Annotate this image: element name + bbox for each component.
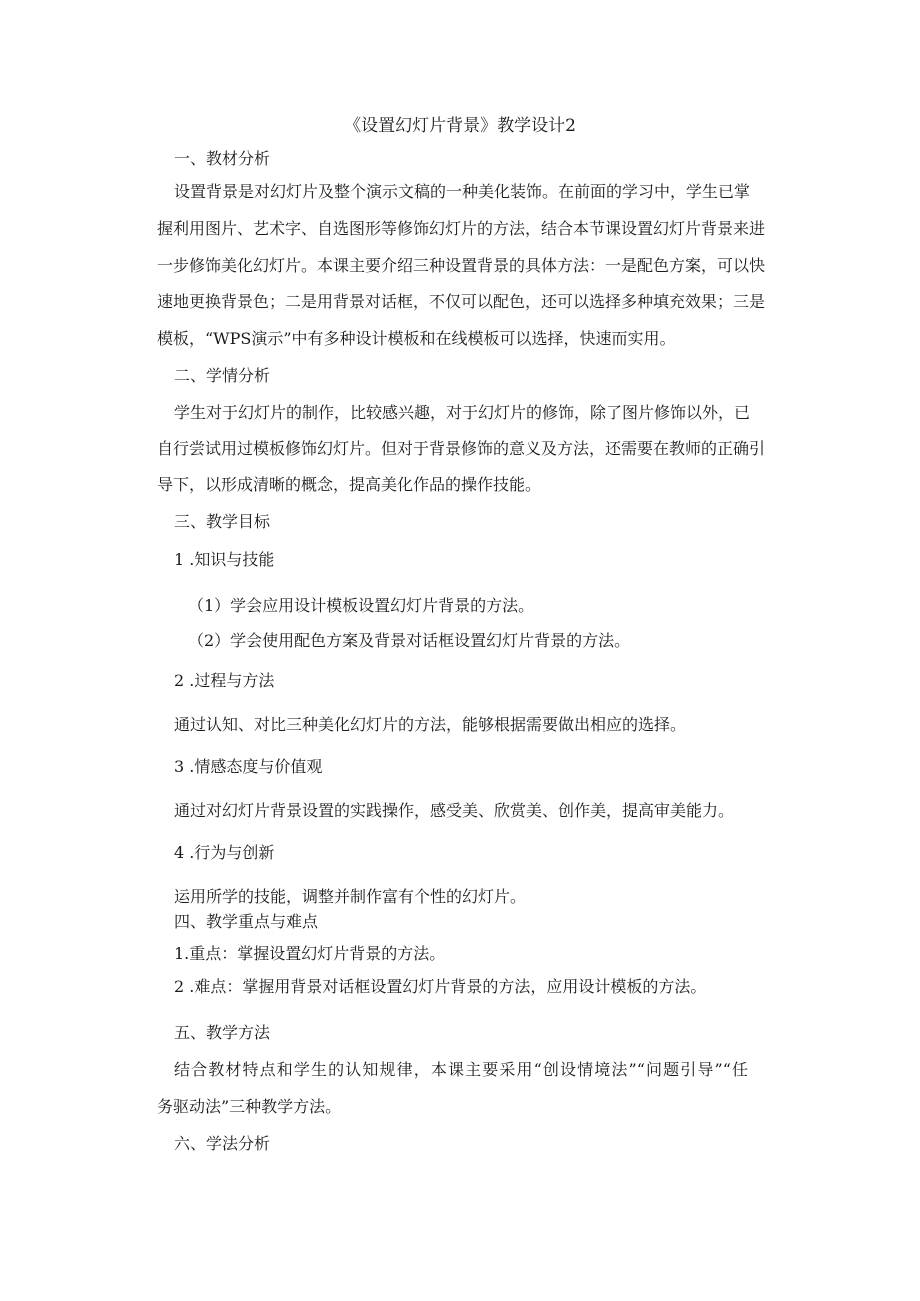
- subsection-heading: 1 .知识与技能: [174, 550, 275, 569]
- paragraph-line: 一步修饰美化幻灯片。本课主要介绍三种设置背景的具体方法：一是配色方案，可以快: [157, 256, 766, 275]
- paragraph-line: 结合教材特点和学生的认知规律，本课主要采用“创设情境法”“问题引导”“任: [174, 1060, 748, 1079]
- section-heading-1: 一、教材分析: [174, 149, 271, 168]
- section-heading-6: 六、学法分析: [174, 1134, 271, 1153]
- paragraph-line: 通过对幻灯片背景设置的实践操作，感受美、欣赏美、创作美，提高审美能力。: [174, 801, 735, 820]
- paragraph-line: 自行尝试用过模板修饰幻灯片。但对于背景修饰的意义及方法，还需要在教师的正确引: [157, 439, 766, 458]
- list-item: （1）学会应用设计模板设置幻灯片背景的方法。: [188, 596, 535, 615]
- paragraph-line: 握利用图片、艺术字、自选图形等修饰幻灯片的方法，结合本节课设置幻灯片背景来进: [157, 219, 766, 238]
- list-item: 1.重点：掌握设置幻灯片背景的方法。: [174, 944, 446, 963]
- paragraph-line: 学生对于幻灯片的制作，比较感兴趣，对于幻灯片的修饰，除了图片修饰以外，已: [174, 403, 751, 422]
- subsection-heading: 4 .行为与创新: [174, 843, 275, 862]
- section-heading-4: 四、教学重点与难点: [174, 912, 319, 931]
- paragraph-line: 运用所学的技能，调整并制作富有个性的幻灯片。: [174, 887, 527, 906]
- paragraph-line: 模板，“WPS演示”中有多种设计模板和在线模板可以选择，快速而实用。: [157, 329, 676, 348]
- subsection-heading: 2 .过程与方法: [174, 671, 275, 690]
- paragraph-line: 导下，以形成清晰的概念，提高美化作品的操作技能。: [157, 475, 542, 494]
- paragraph-line: 通过认知、对比三种美化幻灯片的方法，能够根据需要做出相应的选择。: [174, 715, 687, 734]
- section-heading-5: 五、教学方法: [174, 1023, 271, 1042]
- section-heading-2: 二、学情分析: [174, 366, 271, 385]
- page-title: 《设置幻灯片背景》教学设计2: [344, 116, 576, 136]
- list-item: （2）学会使用配色方案及背景对话框设置幻灯片背景的方法。: [188, 631, 631, 650]
- paragraph-line: 务驱动法”三种教学方法。: [157, 1097, 342, 1116]
- subsection-heading: 3 .情感态度与价值观: [174, 757, 323, 776]
- list-item: 2 .难点：掌握用背景对话框设置幻灯片背景的方法，应用设计模板的方法。: [174, 977, 707, 996]
- section-heading-3: 三、教学目标: [174, 512, 271, 531]
- paragraph-line: 速地更换背景色；二是用背景对话框，不仅可以配色，还可以选择多种填充效果；三是: [157, 292, 766, 311]
- paragraph-line: 设置背景是对幻灯片及整个演示文稿的一种美化装饰。在前面的学习中，学生已掌: [174, 182, 751, 201]
